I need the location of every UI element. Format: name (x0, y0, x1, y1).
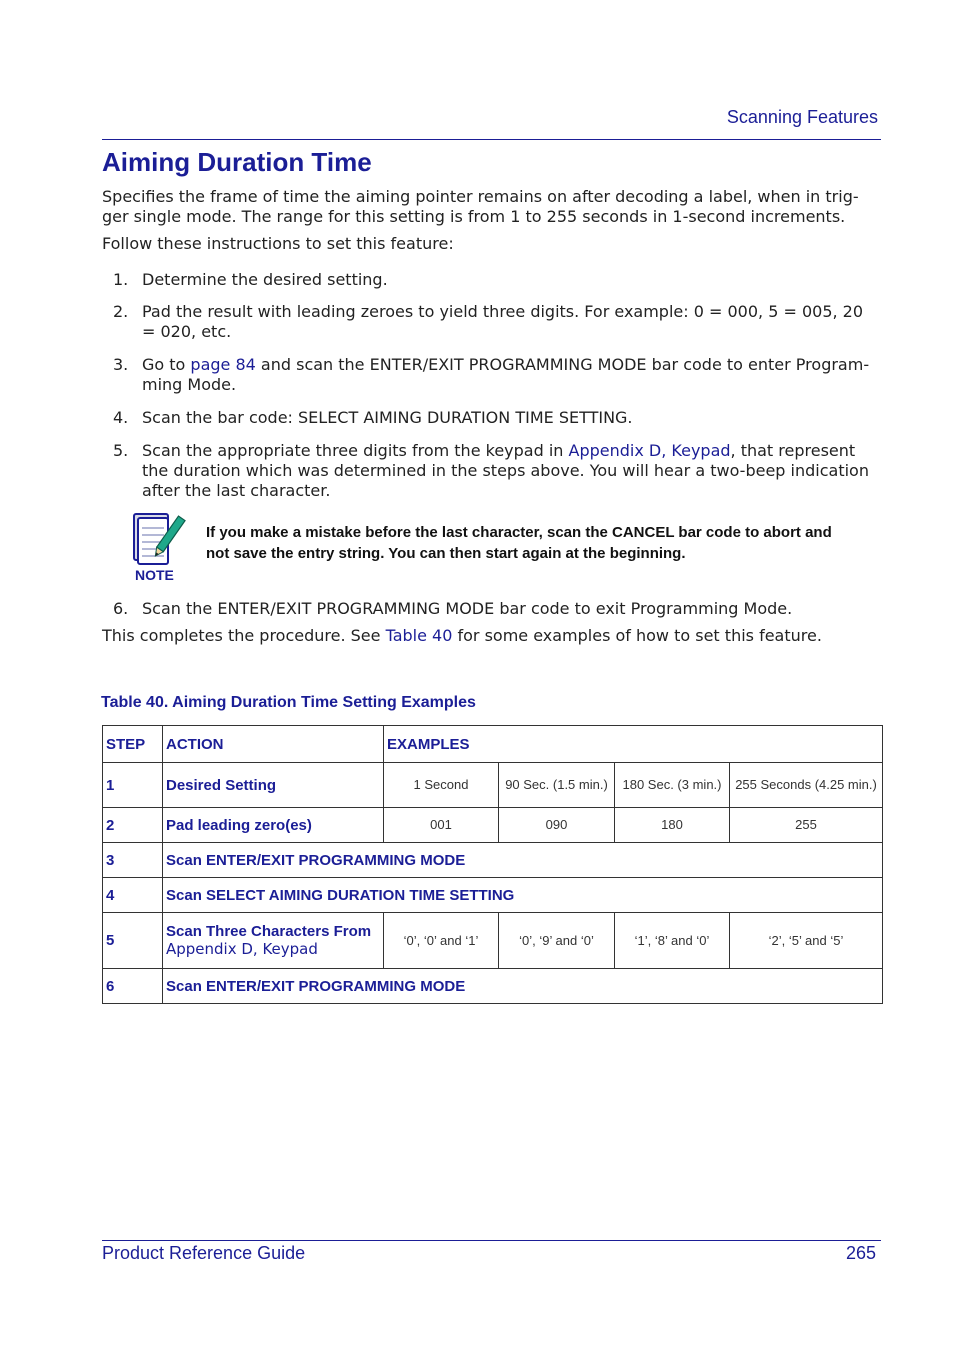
header-section-title: Scanning Features (726, 107, 878, 127)
note-label: NOTE (135, 567, 174, 583)
table-row (103, 763, 883, 808)
step-text-line: the duration which was determined in the steps above. You will hear a two-beep indication (142, 461, 869, 480)
step-text-line: ming Mode. (142, 375, 237, 394)
step-number: 6. (113, 599, 129, 618)
example-cell: 90 Sec. (1.5 min.) (499, 763, 615, 808)
intro-line-1: Specifies the frame of time the aiming pointer remains on after decoding a label, when in trig- (102, 187, 859, 206)
step-text (142, 441, 882, 501)
table-row (103, 808, 883, 843)
completion-text: This completes the procedure. See (102, 626, 386, 645)
step-text-part: , that represent (730, 441, 856, 460)
header-step: STEP (103, 726, 163, 763)
step-number: 1. (113, 270, 129, 289)
action-text: Scan Three Characters From (166, 923, 372, 940)
table-row (103, 913, 883, 969)
examples-table (102, 725, 883, 1004)
footer-guide-title: Product Reference Guide (102, 1243, 306, 1263)
step-number: 2. (113, 302, 129, 321)
example-cell: ‘2’, ‘5’ and ‘5’ (730, 913, 883, 969)
header-rule (102, 139, 881, 140)
table-row (103, 843, 883, 878)
step-text (142, 355, 882, 395)
step-text-line: Pad the result with leading zeroes to yield three digits. For example: 0 = 000, 5 = 005, 20 (142, 302, 864, 321)
example-cell: ‘1’, ‘8’ and ‘0’ (615, 913, 730, 969)
table-row (103, 969, 883, 1004)
header-examples: EXAMPLES (384, 726, 883, 763)
footer-rule (102, 1240, 881, 1241)
follow-instructions: Follow these instructions to set this feature: (102, 234, 454, 253)
note-text (206, 522, 846, 564)
example-cell: 255 Seconds (4.25 min.) (730, 763, 883, 808)
action-cell: Scan ENTER/EXIT PROGRAMMING MODE (163, 843, 883, 878)
completion-paragraph (102, 626, 892, 646)
step-text (142, 302, 882, 342)
step-text-part: Scan the appropriate three digits from the keypad in (142, 441, 569, 460)
table-40-link[interactable]: Table 40 (385, 626, 453, 645)
example-cell: 255 (730, 808, 883, 843)
step-text-line: after the last character. (142, 481, 331, 500)
intro-line-2: ger single mode. The range for this setting is from 1 to 255 seconds in 1-second increments. (102, 207, 846, 226)
header-action: ACTION (163, 726, 384, 763)
step-text-part: Go to (142, 355, 191, 374)
example-cell: 1 Second (384, 763, 499, 808)
step-cell: 3 (103, 843, 163, 878)
intro-paragraph (102, 187, 892, 227)
step-text: Scan the bar code: SELECT AIMING DURATION TIME SETTING. (142, 408, 633, 427)
completion-text: for some examples of how to set this feature. (452, 626, 822, 645)
step-number: 4. (113, 408, 129, 427)
step-text: Determine the desired setting. (142, 270, 388, 289)
action-cell (163, 913, 384, 969)
step-cell: 4 (103, 878, 163, 913)
example-cell: ‘0’, ‘9’ and ‘0’ (499, 913, 615, 969)
step-cell: 6 (103, 969, 163, 1004)
page-number: 265 (845, 1243, 876, 1263)
step-cell: 2 (103, 808, 163, 843)
step-text: Scan the ENTER/EXIT PROGRAMMING MODE bar code to exit Programming Mode. (142, 599, 793, 618)
appendix-d-keypad-table-link[interactable]: Appendix D, Keypad (166, 940, 318, 958)
example-cell: 180 (615, 808, 730, 843)
note-pad-pen-icon (128, 508, 186, 568)
step-number: 3. (113, 355, 129, 374)
example-cell: 180 Sec. (3 min.) (615, 763, 730, 808)
example-cell: ‘0’, ‘0’ and ‘1’ (384, 913, 499, 969)
table-row (103, 878, 883, 913)
appendix-d-keypad-link[interactable]: Appendix D, Keypad (568, 441, 731, 460)
page-title: Aiming Duration Time (102, 147, 372, 177)
action-cell: Pad leading zero(es) (163, 808, 384, 843)
step-cell: 1 (103, 763, 163, 808)
table-header-row (103, 726, 883, 763)
action-cell: Scan ENTER/EXIT PROGRAMMING MODE (163, 969, 883, 1004)
page-84-link[interactable]: page 84 (190, 355, 256, 374)
step-cell: 5 (103, 913, 163, 969)
note-line: not save the entry string. You can then start again at the beginning. (206, 545, 686, 562)
step-text-line: = 020, etc. (142, 322, 232, 341)
example-cell: 001 (384, 808, 499, 843)
action-cell: Scan SELECT AIMING DURATION TIME SETTING (163, 878, 883, 913)
step-number: 5. (113, 441, 129, 460)
note-line: If you make a mistake before the last character, scan the CANCEL bar code to abort and (206, 524, 832, 541)
table-caption: Table 40. Aiming Duration Time Setting Examples (101, 694, 476, 711)
action-cell: Desired Setting (163, 763, 384, 808)
example-cell: 090 (499, 808, 615, 843)
step-text-part: and scan the ENTER/EXIT PROGRAMMING MODE bar code to enter Program- (255, 355, 870, 374)
